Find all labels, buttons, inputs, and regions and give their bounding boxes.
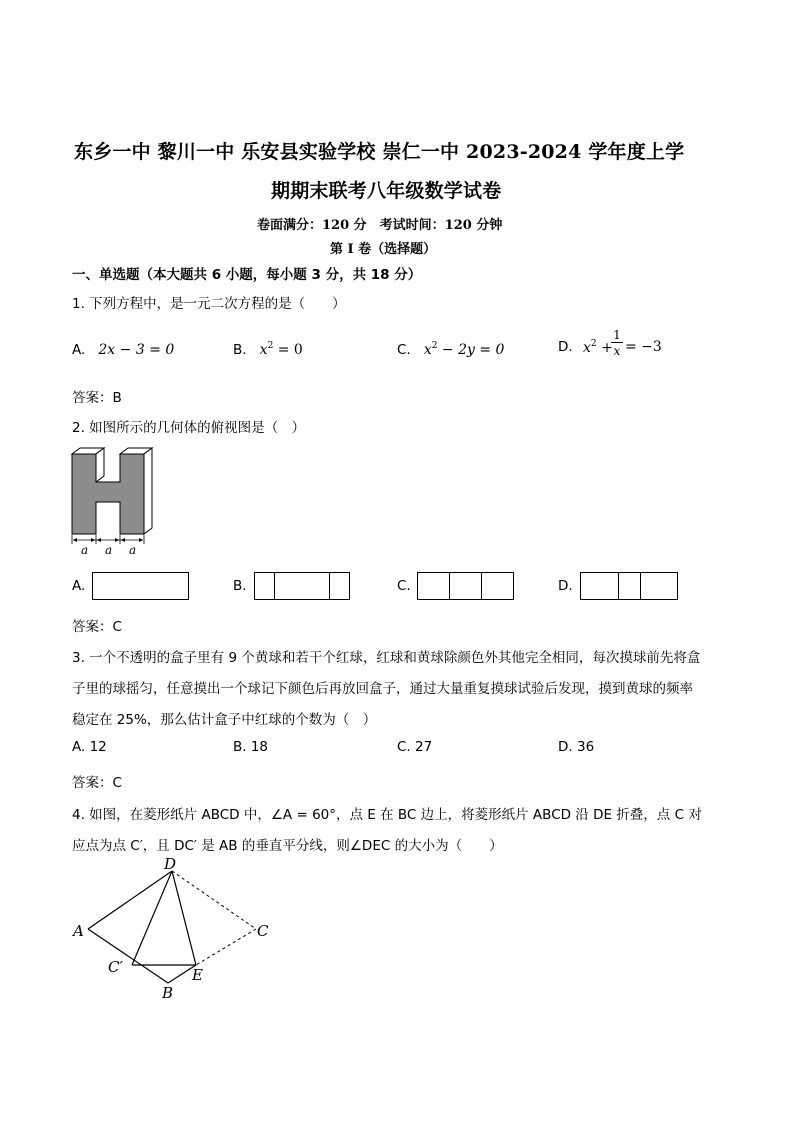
point-label-b: B: [162, 984, 174, 1002]
q1-stem: 1. 下列方程中，是一元二次方程的是（ ）: [72, 296, 346, 312]
fraction: [611, 328, 623, 359]
q3-option-a: A. 12: [72, 739, 107, 755]
q2-option-a-label: A.: [72, 578, 86, 594]
view-cell: [481, 573, 513, 599]
option-label: B.: [233, 342, 247, 358]
q1-c-expr: [424, 342, 505, 358]
math-rest: = 0: [273, 342, 303, 358]
dim-label: a: [81, 543, 89, 556]
q2-option-b-label: B.: [233, 578, 247, 594]
view-cell: [449, 573, 481, 599]
q2-option-c-label: C.: [397, 578, 411, 594]
exam-meta: 卷面满分：120 分 考试时间：120 分钟: [257, 218, 503, 233]
section-heading: 一、单选题（本大题共 6 小题，每小题 3 分，共 18 分）: [72, 267, 422, 283]
q3-answer: 答案：C: [72, 775, 122, 791]
q4-line2: 应点为点 C′，且 DC′ 是 AB 的垂直平分线，则∠DEC 的大小为（ ）: [72, 838, 503, 854]
q4-line1: 4. 如图，在菱形纸片 ABCD 中，∠A = 60°，点 E 在 BC 边上，将菱形纸片 ABCD 沿 DE 折叠，点 C 对: [72, 807, 702, 823]
exam-title-line1: 东乡一中 黎川一中 乐安县实验学校 崇仁一中 2023-2024 学年度上学: [74, 141, 685, 163]
point-label-d: D: [164, 855, 177, 873]
option-label: D.: [558, 339, 573, 355]
dim-arrow: [91, 538, 95, 542]
math-var: x: [259, 342, 268, 358]
option-label: A.: [72, 342, 86, 358]
view-cell: [418, 573, 449, 599]
h-side-right: [144, 448, 152, 534]
q1-option-b: [233, 339, 303, 358]
q1-option-c: [397, 339, 504, 358]
q2-option-b-view: [254, 572, 350, 600]
point-label-cprime: C′: [108, 958, 123, 976]
q2-option-d-view: [580, 572, 678, 600]
q2-answer: 答案：C: [72, 619, 122, 635]
fraction-denominator: x: [613, 344, 621, 358]
dim-arrow: [139, 538, 143, 542]
q2-option-c-view: [417, 572, 514, 600]
dim-arrow: [97, 538, 101, 542]
dim-label: a: [129, 543, 137, 556]
view-cell: [640, 573, 677, 599]
q1-option-a: [72, 339, 174, 358]
q3-option-d: D. 36: [558, 739, 595, 755]
rhombus-fold-diagram: [70, 855, 280, 1005]
view-cell: [255, 573, 274, 599]
math-exp: 2: [590, 339, 597, 349]
dim-label: a: [105, 543, 113, 556]
math-var: x: [423, 342, 432, 358]
q3-line3: 稳定在 25%，那么估计盒子中红球的个数为（ ）: [72, 712, 377, 728]
segment-ab: [88, 929, 168, 983]
view-cell: [329, 573, 349, 599]
view-cell: [618, 573, 640, 599]
exam-title-line2: 期期末联考八年级数学试卷: [271, 180, 502, 202]
dim-arrow: [115, 538, 119, 542]
exam-part: 第 I 卷（选择题）: [330, 242, 437, 257]
q3-line1: 3. 一个不透明的盒子里有 9 个黄球和若干个红球，红球和黄球除颜色外其他完全相同，每次摸球前先将盒: [72, 650, 701, 666]
view-cell: [274, 573, 329, 599]
q2-stem: 2. 如图所示的几何体的俯视图是（ ）: [72, 420, 306, 436]
q3-line2: 子里的球摇匀，任意摸出一个球记下颜色后再放回盒子，通过大量重复摸球试验后发现，摸到黄球的频率: [72, 681, 693, 697]
math-exp: 2: [431, 341, 438, 351]
option-label: C.: [397, 342, 411, 358]
dim-arrow: [121, 538, 125, 542]
math-rest: − 2y = 0: [437, 342, 505, 358]
q1-d-rest: = −3: [625, 339, 662, 355]
q1-answer: 答案：B: [72, 390, 122, 406]
h-solid-figure: [70, 446, 160, 556]
math-plus: +: [596, 340, 613, 356]
h-side-middle-top: [96, 448, 104, 482]
q2-option-a-view: [92, 572, 189, 600]
q2-option-d-label: D.: [558, 578, 573, 594]
point-label-a: A: [73, 922, 84, 940]
q3-option-b: B. 18: [233, 739, 269, 755]
h-front-face: [72, 454, 144, 534]
q3-option-c: C. 27: [397, 739, 433, 755]
fraction-numerator: 1: [613, 328, 621, 342]
math-var: x: [583, 340, 591, 356]
dim-arrow: [73, 538, 77, 542]
q1-a-expr: 2x − 3 = 0: [98, 342, 175, 358]
math-exp: 2: [267, 341, 274, 351]
view-cell: [581, 573, 618, 599]
point-label-e: E: [192, 966, 203, 984]
segment-ce-dashed: [196, 929, 256, 965]
point-label-c: C: [257, 922, 269, 940]
q1-b-expr: [260, 342, 303, 358]
